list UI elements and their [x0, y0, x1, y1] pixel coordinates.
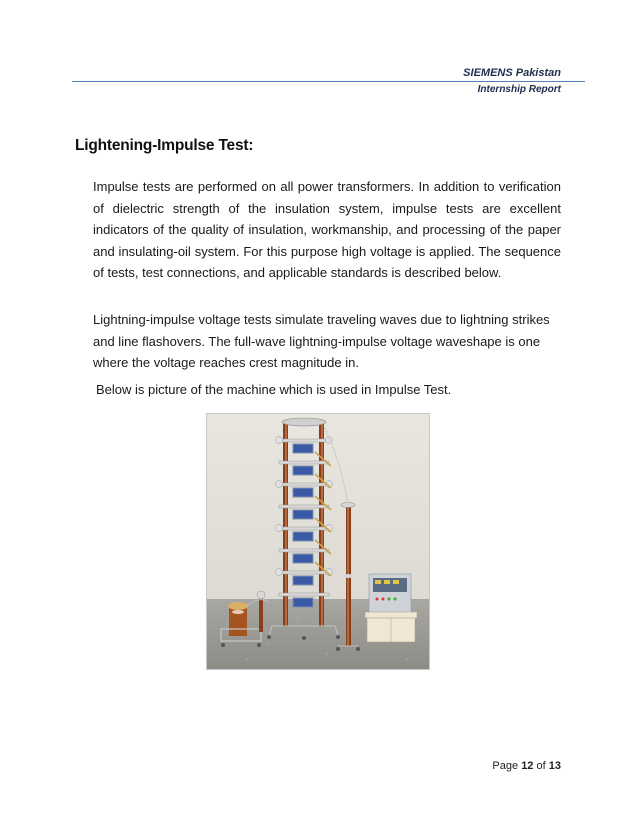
page-footer	[492, 760, 561, 772]
impulse-test-machine-image	[206, 413, 430, 670]
footer-of-word: of	[536, 760, 546, 772]
paragraph-picture-caption: Below is picture of the machine which is used in Impulse Test.	[96, 382, 452, 397]
footer-current-page: 12	[521, 760, 534, 772]
footer-total-pages: 13	[548, 760, 561, 772]
header-report-title: Internship Report	[477, 84, 561, 95]
page-header	[0, 0, 638, 100]
header-company-name: SIEMENS Pakistan	[463, 67, 561, 79]
header-divider	[72, 81, 585, 82]
section-title: Lightening-Impulse Test:	[75, 137, 254, 154]
paragraph-lightning-impulse: Lightning-impulse voltage tests simulate traveling waves due to lightning strikes and line flashovers. The full-wave lightning-impulse voltage waveshape is one where the voltage reaches crest magnitude in.	[93, 312, 550, 370]
paragraph-impulse-tests: Impulse tests are performed on all power transformers. In addition to verification of dielectric strength of the insulation system, impulse tests are excellent indicators of the quality of insulation, workmanship, and processing of the paper and insulating-oil system. For this purpose high voltage is applied. The sequence of tests, test connections, and applicable standards is described below.	[93, 179, 561, 280]
footer-page-word: Page	[492, 760, 519, 772]
